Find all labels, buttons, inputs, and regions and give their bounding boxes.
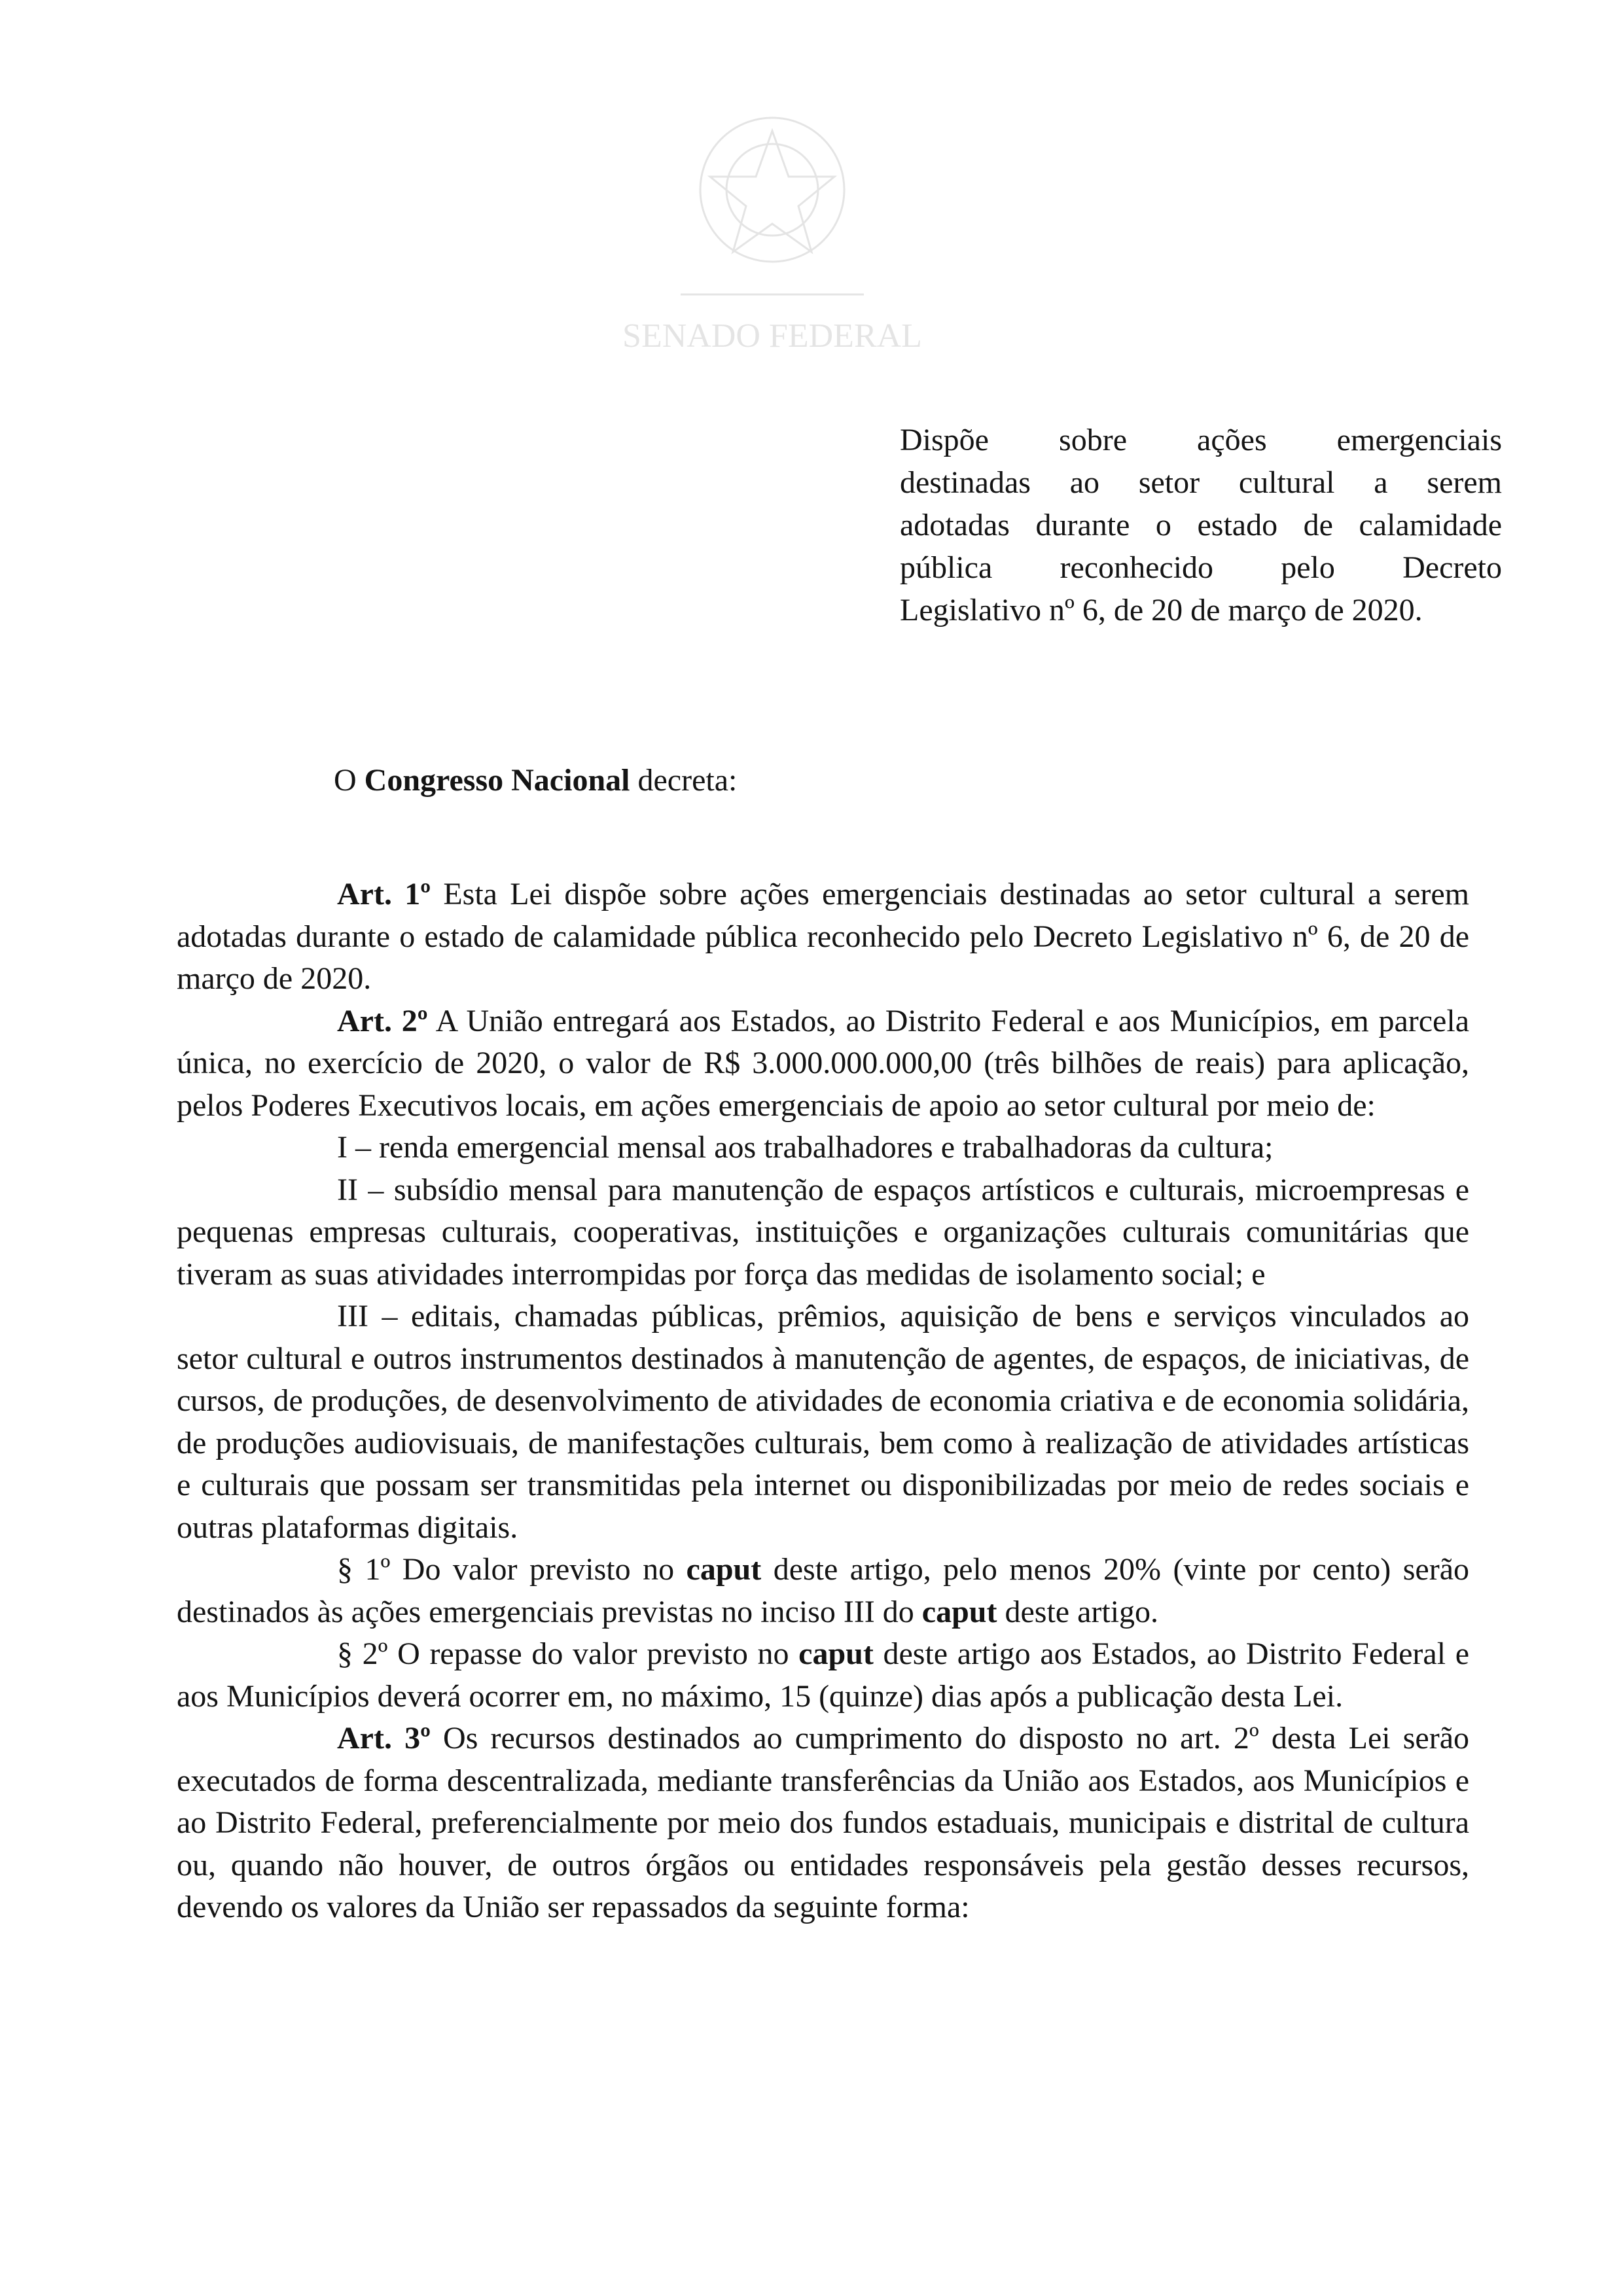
article-label: Art. 1º [337, 877, 431, 911]
article-2: Art. 2º A União entregará aos Estados, ao Distrito Federal e aos Municípios, em parcela única, no exercício de 2020, o valor de R$ 3.000.000.000,00 (três bilhões de reais) para aplicação, pelos Poderes Executivos locais, em ações emergenciais de apoio ao setor cultural por meio de: [177, 1003, 1470, 1123]
ementa-line: pública reconhecido pelo Decreto [900, 550, 1502, 585]
ementa-line: Dispõe sobre ações emergenciais [900, 423, 1502, 457]
paragraph-1: § 1º Do valor previsto no caput deste artigo, pelo menos 20% (vinte por cento) serão destinados às ações emergenciais previstas no inciso III do caput deste artigo. [177, 1552, 1470, 1629]
svg-text:SENADO FEDERAL: SENADO FEDERAL [622, 317, 922, 355]
article-label: Art. 2º [337, 1003, 428, 1038]
inciso-3: III – editais, chamadas públicas, prêmios, aquisição de bens e serviços vinculados ao setor cultural e outros instrumentos destinados à manutenção de agentes, de espaços, de iniciativas, de cursos, de produções, de desenvolvimento de atividades de economia criativa e de economia solidária, de produções audiovisuais, de manifestações culturais, bem como à realização de atividades artísticas e culturais que possam ser transmitidas pela internet ou disponibilizadas por meio de redes sociais e outras plataformas digitais. [177, 1299, 1469, 1545]
ementa [900, 419, 1502, 631]
ementa-line: adotadas durante o estado de calamidade [900, 508, 1502, 542]
paragraph-2: § 2º O repasse do valor previsto no caput deste artigo aos Estados, ao Distrito Federal e aos Municípios deverá ocorrer em, no máximo, 15 (quinze) dias após a publicação desta Lei. [177, 1636, 1469, 1714]
article-3: Art. 3º Os recursos destinados ao cumprimento do disposto no art. 2º desta Lei serão executados de forma descentralizada, mediante transferências da União aos Estados, aos Municípios e ao Distrito Federal, preferencialmente por meio dos fundos estaduais, municipais e distrital de cultura ou, quando não houver, de outros órgãos ou entidades responsáveis pela gestão desses recursos, devendo os valores da União ser repassados da seguinte forma: [177, 1721, 1470, 1924]
enacting-clause: O Congresso Nacional decreta: [334, 763, 738, 798]
inciso-2: II – subsídio mensal para manutenção de espaços artísticos e culturais, microempresas e pequenas empresas culturais, cooperativas, instituições e organizações culturais comunitárias que tiveram as suas atividades interrompidas por força das medidas de isolamento social; e [177, 1172, 1469, 1292]
article-label: Art. 3º [337, 1721, 431, 1756]
enacting-body: Congresso Nacional [364, 763, 630, 798]
article-1: Art. 1º Esta Lei dispõe sobre ações emergenciais destinadas ao setor cultural a serem adotadas durante o estado de calamidade pública reconhecido pelo Decreto Legislativo nº 6, de 20 de março de 2020. [177, 877, 1470, 996]
ementa-line: destinadas ao setor cultural a serem [900, 465, 1502, 500]
inciso-1: I – renda emergencial mensal aos trabalhadores e trabalhadoras da cultura; [337, 1130, 1274, 1165]
law-body [177, 874, 1469, 1929]
ementa-line: Legislativo nº 6, de 20 de março de 2020. [900, 593, 1423, 627]
coat-of-arms-watermark [576, 79, 969, 366]
